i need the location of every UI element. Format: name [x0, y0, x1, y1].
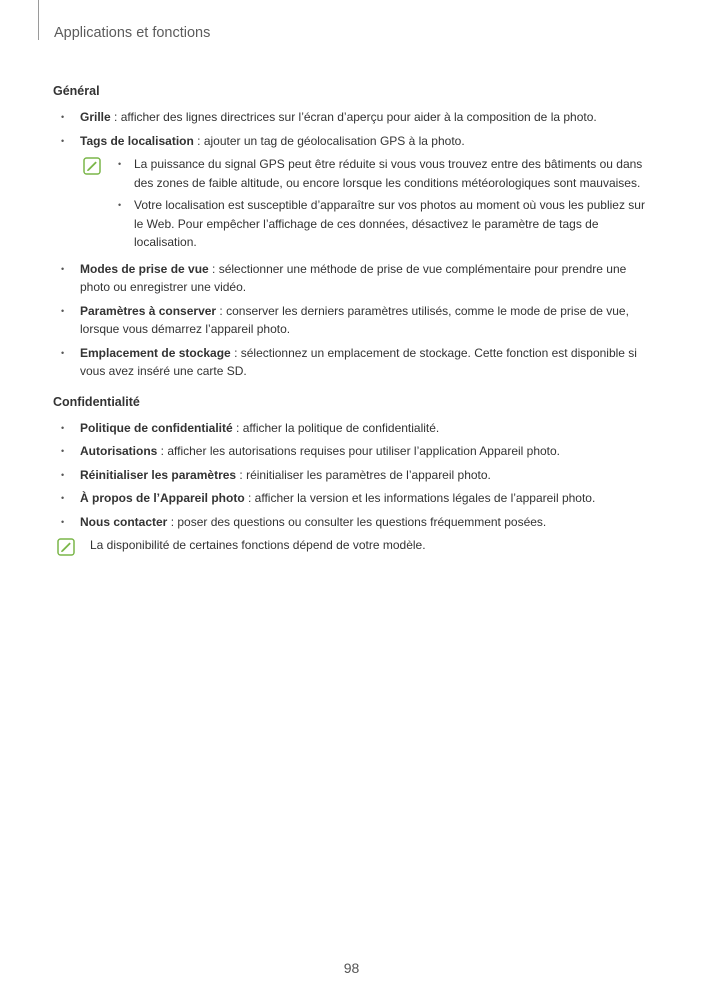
list-item — [53, 419, 653, 438]
item-label: Tags de localisation — [80, 133, 194, 148]
item-text: : afficher la politique de confidentialité. — [232, 420, 440, 435]
item-label: Emplacement de stockage — [80, 345, 231, 360]
item-text: : sélectionner une méthode de prise de vue complémentaire pour prendre une photo ou enregistrer une vidéo. — [80, 261, 627, 294]
item-label: Politique de confidentialité — [80, 420, 233, 435]
item-label: Modes de prise de vue — [80, 261, 209, 276]
item-label: Grille — [80, 110, 111, 124]
section-title-general: Général — [53, 84, 100, 98]
availability-note — [53, 536, 653, 555]
item-text: : réinitialiser les paramètres de l’appareil photo. — [236, 467, 491, 482]
item-label: À propos de l’Appareil photo — [80, 491, 245, 505]
page-header: Applications et fonctions — [54, 25, 211, 41]
item-text: : afficher la version et les informations légales de l’appareil photo. — [244, 491, 596, 505]
list-item — [53, 302, 653, 339]
privacy-list — [53, 419, 653, 532]
page-content — [53, 84, 653, 563]
item-label: Réinitialiser les paramètres — [80, 467, 237, 482]
list-item — [53, 489, 653, 508]
general-list-bottom — [53, 260, 653, 381]
item-label: Autorisations — [80, 444, 158, 458]
item-text: : afficher les autorisations requises pour utiliser l’application Appareil photo. — [157, 444, 561, 458]
item-text: : ajouter un tag de géolocalisation GPS à la photo. — [193, 133, 465, 148]
list-item — [53, 466, 653, 485]
note-icon — [57, 538, 75, 556]
note-icon — [83, 157, 101, 175]
list-item — [53, 132, 653, 151]
item-text: : sélectionnez un emplacement de stockage. Cette fonction est disponible si vous avez inséré une carte SD. — [80, 345, 637, 378]
item-label: Nous contacter — [80, 514, 168, 529]
list-item — [53, 344, 653, 381]
gps-note — [53, 155, 653, 252]
item-text: : poser des questions ou consulter les questions fréquemment posées. — [167, 514, 547, 529]
availability-note-text: La disponibilité de certaines fonctions dépend de votre modèle. — [90, 538, 426, 552]
item-text: : afficher des lignes directrices sur l’écran d’aperçu pour aider à la composition de la photo. — [110, 110, 597, 124]
item-text: : conserver les derniers paramètres utilisés, comme le mode de prise de vue, lorsque vous démarrez l’appareil photo. — [80, 303, 629, 336]
page-number: 98 — [343, 960, 360, 976]
note-list — [53, 155, 653, 252]
list-item — [53, 442, 653, 461]
list-item — [53, 108, 653, 127]
list-item — [53, 513, 653, 532]
note-item: • Votre localisation est susceptible d’apparaître sur vos photos au moment où vous les publiez sur le Web. Pour empêcher l’affichage de ces données, désactivez le paramètre de tags de localisation. — [134, 196, 653, 252]
general-list-top — [53, 108, 653, 150]
note-item: • La puissance du signal GPS peut être réduite si vous vous trouvez entre des bâtiments ou dans des zones de faible altitude, ou encore lorsque les conditions météorologiques sont mauvaises. — [134, 155, 653, 192]
header-rule — [38, 0, 39, 40]
list-item — [53, 260, 653, 297]
item-label: Paramètres à conserver — [80, 303, 217, 318]
section-title-privacy: Confidentialité — [53, 394, 140, 409]
